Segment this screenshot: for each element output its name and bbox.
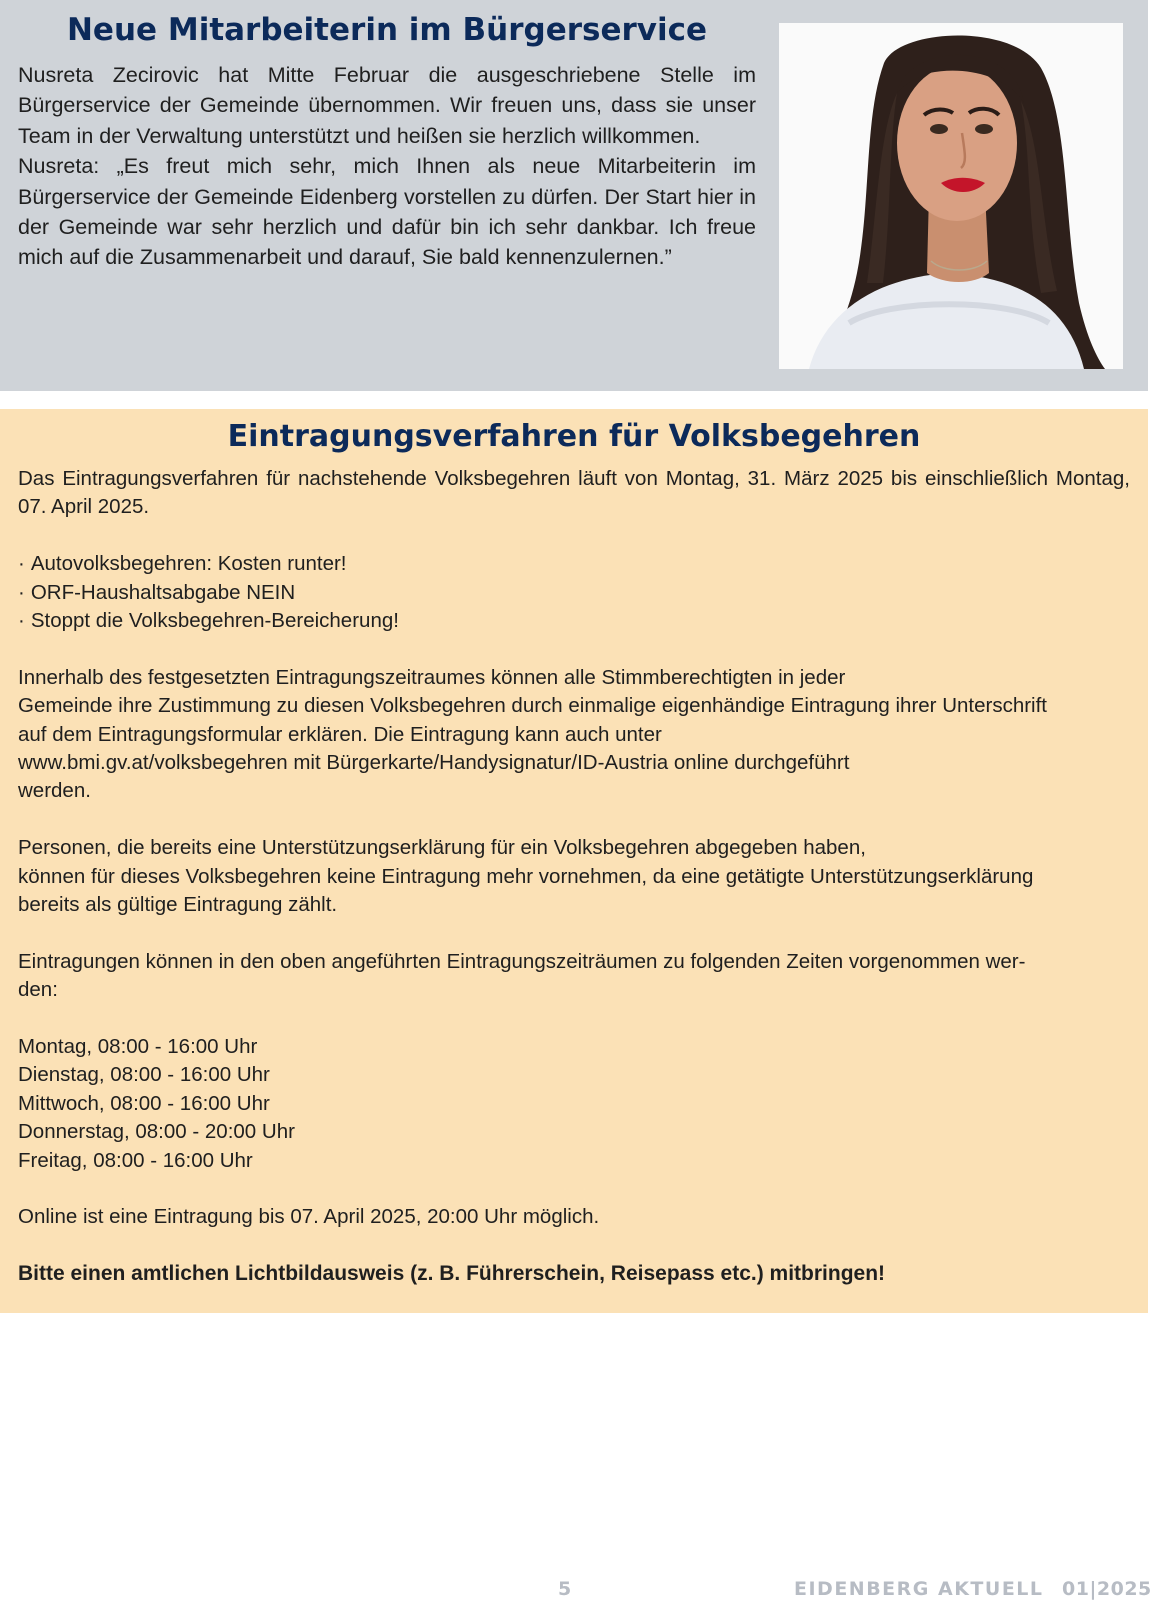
support-declaration-paragraph (18, 834, 1130, 919)
list-item (18, 550, 1130, 578)
opening-time-wednesday: Mittwoch, 08:00 - 16:00 Uhr (18, 1091, 270, 1115)
bullet-symbol: · (18, 580, 25, 604)
opening-times-list (18, 1033, 1130, 1175)
staff-article-text (18, 60, 756, 273)
support-line: Personen, die bereits eine Unterstützungserklärung für ein Volksbegehren abgegeben haben, (18, 836, 866, 860)
list-item-label: Autovolksbegehren: Kosten runter! (30, 552, 347, 576)
employee-portrait (779, 23, 1123, 369)
procedure-line: Innerhalb des festgesetzten Eintragungszeitraumes können alle Stimmberechtigten in jeder (18, 665, 846, 689)
volksbegehren-list (18, 550, 1130, 635)
times-intro-line: den: (18, 978, 58, 1002)
list-item (18, 579, 1130, 607)
times-intro-line: Eintragungen können in den oben angeführten Eintragungszeiträumen zu folgenden Zeiten vorgenommen wer- (18, 949, 1026, 973)
opening-time-tuesday: Dienstag, 08:00 - 16:00 Uhr (18, 1063, 270, 1087)
list-item (18, 607, 1130, 635)
bullet-symbol: · (18, 609, 25, 633)
procedure-line: auf dem Eintragungsformular erklären. Die Eintragung kann auch unter (18, 722, 662, 746)
issue-number: 01|2025 (1062, 1578, 1152, 1600)
staff-paragraph: Nusreta Zecirovic hat Mitte Februar die ausgeschriebene Stelle im Bürgerservice der Gemeinde übernommen. Wir freuen uns, dass sie unser Team in der Verwaltung unterstützt und heißen sie herzlich willkommen. (18, 63, 756, 148)
opening-times-intro (18, 948, 1130, 1005)
online-registration-note: Online ist eine Eintragung bis 07. April 2025, 20:00 Uhr möglich. (18, 1205, 600, 1229)
portrait-illustration (779, 23, 1123, 369)
staff-announcement-box (0, 0, 1148, 391)
list-item-label: Stoppt die Volksbegehren-Bereicherung! (30, 609, 399, 633)
volksbegehren-intro: Das Eintragungsverfahren für nachstehende Volksbegehren läuft von Montag, 31. März 2025 bis einschließlich Montag, 07. April 2025. (18, 467, 1130, 519)
bullet-symbol: · (18, 552, 25, 576)
opening-time-thursday: Donnerstag, 08:00 - 20:00 Uhr (18, 1120, 295, 1144)
volksbegehren-box (0, 409, 1148, 1313)
list-item-label: ORF-Haushaltsabgabe NEIN (30, 580, 296, 604)
support-line: bereits als gültige Eintragung zählt. (18, 893, 338, 917)
volksbegehren-content (18, 465, 1130, 1289)
procedure-paragraph (18, 664, 1130, 806)
volksbegehren-heading: Eintragungsverfahren für Volksbegehren (227, 419, 921, 454)
procedure-line: Gemeinde ihre Zustimmung zu diesen Volksbegehren durch einmalige eigenhändige Eintragung ihrer Unterschrift (18, 694, 1048, 718)
support-line: können für dieses Volksbegehren keine Eintragung mehr vornehmen, da eine getätigte Unterstützungserklärung (18, 864, 1034, 888)
page-number: 5 (558, 1578, 573, 1600)
procedure-line: werden. (18, 779, 91, 803)
procedure-line: www.bmi.gv.at/volksbegehren mit Bürgerkarte/Handysignatur/ID-Austria online durchgeführt (18, 751, 850, 775)
staff-quote-paragraph: Nusreta: „Es freut mich sehr, mich Ihnen als neue Mitarbeiterin im Bürgerservice der Gemeinde Eidenberg vorstellen zu dürfen. Der Start hier in der Gemeinde war sehr herzlich und dafür bin ich sehr dankbar. Ich freue mich auf die Zusammenarbeit und darauf, Sie bald kennenzulernen.” (18, 154, 756, 270)
id-card-notice: Bitte einen amtlichen Lichtbildausweis (z. B. Führerschein, Reisepass etc.) mitbringen! (18, 1262, 886, 1286)
opening-time-monday: Montag, 08:00 - 16:00 Uhr (18, 1035, 258, 1059)
staff-heading: Neue Mitarbeiterin im Bürgerservice (66, 12, 708, 48)
magazine-title: EIDENBERG AKTUELL (794, 1578, 1044, 1600)
opening-time-friday: Freitag, 08:00 - 16:00 Uhr (18, 1148, 253, 1172)
